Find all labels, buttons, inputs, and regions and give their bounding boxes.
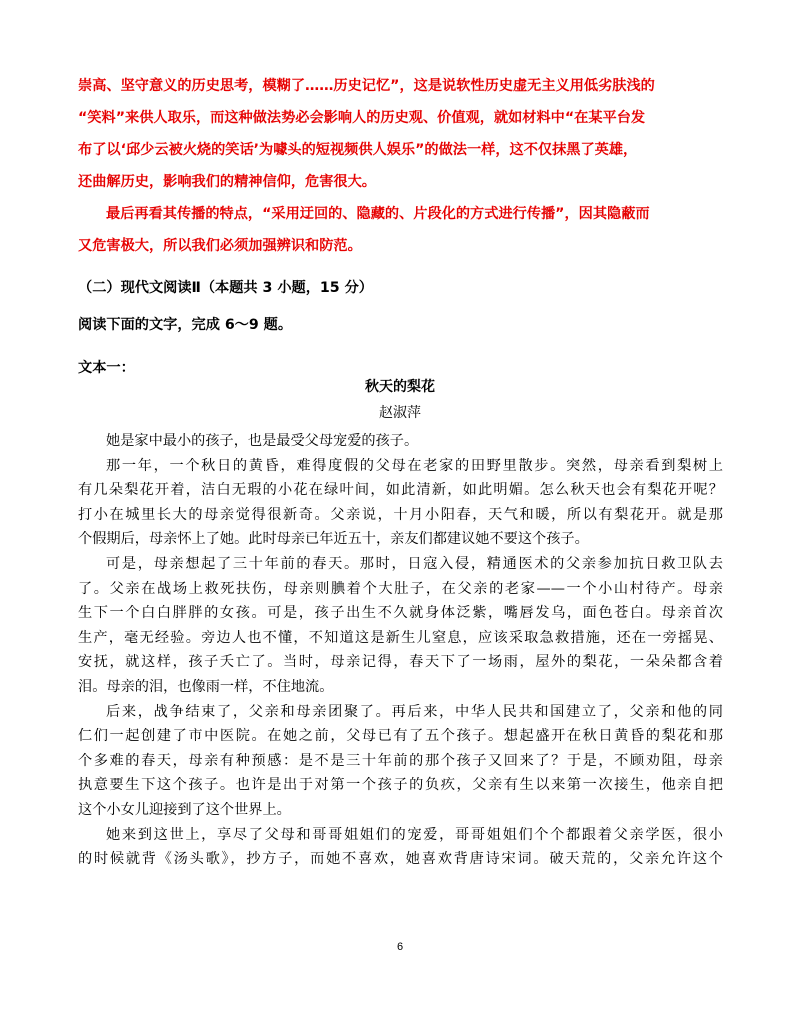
story-line: 生下一个白白胖胖的女孩。可是，孩子出生不久就身体泛紫，嘴唇发乌，面色苍白。母亲首次 <box>78 605 723 622</box>
story-line: 安抚，就这样，孩子夭亡了。当时，母亲记得，春天下了一场雨，屋外的梨花，一朵朵都含着 <box>78 654 723 671</box>
answer-line: “笑料”来供人取乐，而这种做法势必会影响人的历史观、价值观，就如材料中“在某平台发 <box>78 110 646 126</box>
answer-line: 又危害极大，所以我们必须加强辨识和防范。 <box>78 238 362 254</box>
story-line: 后来，战争结束了，父亲和母亲团聚了。再后来，中华人民共和国建立了，父亲和他的同 <box>106 703 723 720</box>
story-line: 泪。母亲的泪，也像雨一样，不住地流。 <box>78 678 334 695</box>
answer-line: 最后再看其传播的特点，“采用迂回的、隐藏的、片段化的方式进行传播”，因其隐蔽而 <box>106 206 650 222</box>
story-body <box>78 429 723 872</box>
story-line: 个多难的春天，母亲有种预感：是不是三十年前的那个孩子又回来了？于是，不顾劝阻，母亲 <box>78 752 723 769</box>
story-line: 仁们一起创建了市中医院。在她之前，父母已有了五个孩子。想起盛开在秋日黄昏的梨花和那 <box>78 728 723 745</box>
story-line: 那一年，一个秋日的黄昏，难得度假的父母在老家的田野里散步。突然，母亲看到梨树上 <box>106 457 723 474</box>
story-line: 生产，毫无经验。旁边人也不懂，不知道这是新生儿窒息，应该采取急救措施，还在一旁摇晃、 <box>78 629 723 646</box>
story-line: 个假期后，母亲怀上了她。此时母亲已年近五十，亲友们都建议她不要这个孩子。 <box>78 531 589 548</box>
text-label: 文本一： <box>78 360 135 376</box>
answer-line: 崇高、坚守意义的历史思考，模糊了……历史记忆”，这是说软性历史虚无主义用低劣肤浅的 <box>78 78 655 94</box>
page-number: 6 <box>396 941 404 953</box>
section-title: （二）现代文阅读Ⅱ（本题共 3 小题，15 分） <box>78 280 373 296</box>
story-line: 可是，母亲想起了三十年前的春天。那时，日寇入侵，精通医术的父亲参加抗日救卫队去 <box>106 555 723 572</box>
answer-line: 还曲解历史，影响我们的精神信仰，危害很大。 <box>78 174 376 190</box>
story-title: 秋天的梨花 <box>365 379 435 395</box>
story-line: 执意要生下这个孩子。也许是出于对第一个孩子的负疚，父亲有生以来第一次接生，他亲自把 <box>78 777 723 794</box>
story-line: 有几朵梨花开着，洁白无瑕的小花在绿叶间，如此清新，如此明媚。怎么秋天也会有梨花开呢？ <box>78 482 723 499</box>
story-line: 她是家中最小的孩子，也是最受父母宠爱的孩子。 <box>106 433 419 449</box>
reading-instruction: 阅读下面的文字，完成 6～9 题。 <box>78 317 293 333</box>
story-author: 赵淑萍 <box>379 405 421 421</box>
story-line: 的时候就背《汤头歌》，抄方子，而她不喜欢，她喜欢背唐诗宋词。破天荒的，父亲允许这个 <box>78 851 723 868</box>
story-line: 了。父亲在战场上救死扶伤，母亲则腆着个大肚子，在父亲的老家——一个小山村待产。母亲 <box>78 580 723 597</box>
story-line: 打小在城里长大的母亲觉得很新奇。父亲说，十月小阳春，天气和暖，所以有梨花开。就是那 <box>78 506 723 523</box>
story-line: 这个小女儿迎接到了这个世界上。 <box>78 801 291 818</box>
answer-explanation <box>78 70 728 262</box>
answer-line: 布了以‘邱少云被火烧的笑话’为噱头的短视频供人娱乐”的做法一样，这不仅抹黑了英雄， <box>78 142 638 158</box>
story-line: 她来到这世上，享尽了父母和哥哥姐姐们的宠爱，哥哥姐姐们个个都跟着父亲学医，很小 <box>106 826 723 843</box>
